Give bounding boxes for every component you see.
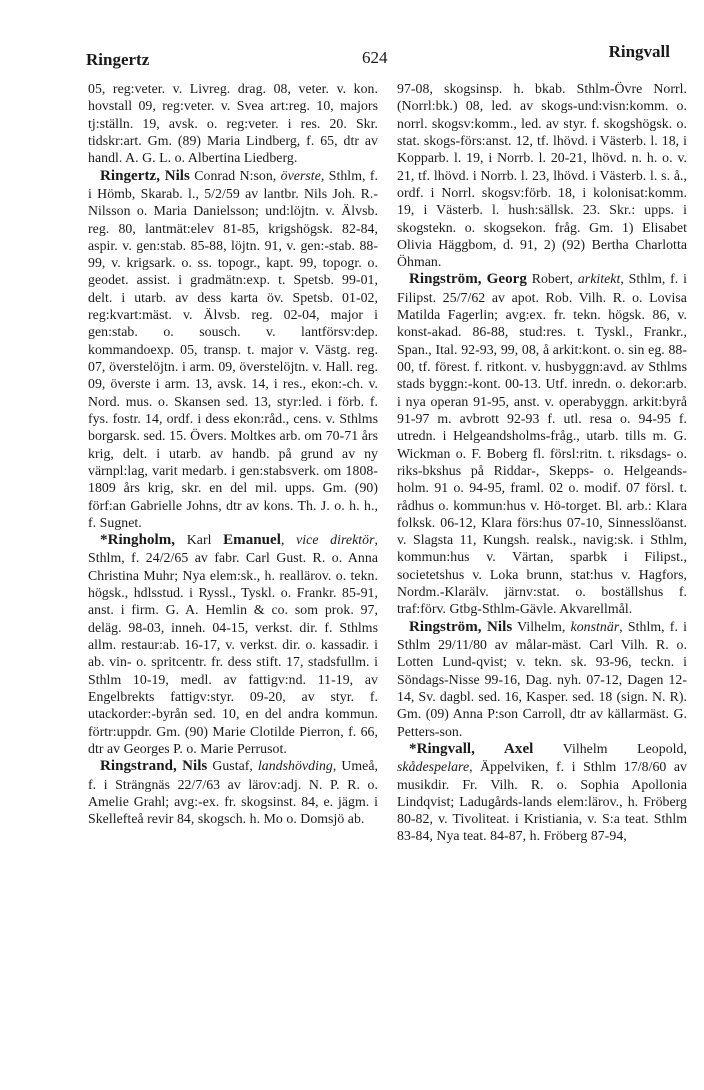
entry-continuation: 97-08, skogsinsp. h. bkab. Sthlm-Övre Norrl. (Norrl:bk.) 08, led. av skogs-und:visn:komm. o. norrl. skogsv:komm., led. av styr. f. skogshögsk. o. stat. skogs-förs:anst. 12, tf. lhövd. i Västerb. l. 18, i Kopparb. l. 19, i Norrb. l. 20-21, lhövd. n. h. o. v. 21, tf. lhövd. i Norrb. l. 23, lhövd. i Västerb. l. s. å., ordf. i Norrl. skogsv:förb. 18, i kolonisat:komm. 19, i Västerb. l. hush:sällsk. 23. Skr.: upps. i skogstekn. o. skogsekon. fråg. Gm. 1) Elisabet Olivia Häggbom, d. 91, 2) (92) Bertha Charlotta Öhman.: [397, 81, 687, 270]
entry-name: Ringvall, Axel: [416, 740, 534, 757]
entry-marker: *: [409, 740, 417, 757]
entry-ringholm-karl-emanuel: [88, 531, 378, 757]
entry-title: konstnär: [570, 618, 620, 634]
entry-ringstrom-nils: [397, 618, 687, 740]
entry-name: Ringström, Georg: [409, 271, 527, 288]
entry-given-names: Vilhelm,: [512, 618, 571, 634]
entry-text: , Sthlm, f. 24/2/65 av fabr. Carl Gust. R. o. Anna Christina Muhr; Nya elem:sk., h. reallärov. o. tekn. högsk., hdlsstud. i Ryssl., Tyskl. o. Frankr. 85-91, anst. i firm. G. A. Hemlin & co. som prok. 97, deläg. 98-03, inneh. 04-15, verkst. dir. f. Sthlms allm. restaur:ab. 16-17, v. verkst. dir. o. kassadir. i ab. vin- o. spritcentr. fr. dess stift. 17, stadsfullm. i Sthlm 10-19, medl. av fattigv:nd. 11-19, av Engelbrekts fattigv:styr. 09-20, av styr. f. utackorder:-byrån sed. 10, en del andra kommun. förtr:uppdr. Gm. (90) Marie Clotilde Pierron, f. 66, dtr av Georges P. o. Marie Perrusot.: [88, 532, 378, 756]
entry-name: Ringstrand, Nils: [100, 758, 208, 775]
entry-name: Ringholm,: [107, 532, 176, 549]
running-header: [86, 40, 670, 80]
entry-text: , Äppelviken, f. i Sthlm 17/8/60 av musikdir. Fr. Vilh. R. o. Sophia Apollonia Lindqvist; Ladugårds-lands elem:lärov., h. Fröberg 80-82, v. Tivoliteat. i Kristiania, v. S:a teat. Sthlm 83-84, Nya teat. 84-87, h. Fröberg 87-94,: [397, 759, 687, 844]
right-column: [397, 80, 687, 845]
entry-title: vice direktör: [296, 532, 375, 548]
page-number: 624: [362, 48, 388, 67]
entry-given-names: Vilhelm Leopold,: [533, 740, 687, 756]
entry-ringvall-axel: [397, 740, 687, 845]
entry-title: landshövding: [257, 758, 333, 774]
entry-given-names: Conrad N:son,: [189, 167, 281, 183]
entry-name: Ringertz, Nils: [100, 167, 190, 184]
entry-text: , Sthlm, f. i Sthlm 29/11/80 av målar-mäst. Carl Vilh. R. o. Lotten Lund-qvist; v. tekn. sk. 93-96, teckn. i Söndags-Nisse 99-16, Dag. nyh. 07-12, Dagen 12-14, Sv. dagbl. sed. 16, Kasper. sed. 18 (sign. N. R). Gm. (09) Anna P:son Carroll, dtr av källarmäst. G. Petters-son.: [397, 618, 687, 739]
entry-ringstrand-nils: [88, 757, 378, 827]
entry-marker: *: [100, 532, 108, 549]
entry-given-names: Karl: [175, 532, 224, 548]
entry-name-part: Emanuel: [223, 532, 281, 549]
entry-ringertz-nils: [88, 167, 378, 532]
entry-given-names: Robert,: [526, 271, 578, 287]
header-left-keyword: Ringertz: [86, 50, 150, 69]
entry-continuation: 05, reg:veter. v. Livreg. drag. 08, veter. v. kon. hovstall 09, reg:veter. v. Svea art:reg. 10, majors tj:ställn. 19, avsk. o. reg:veter. i res. 20. Skr. tidskr:art. Gm. (89) Maria Lindberg, f. 65, dtr av handl. A. G. L. o. Albertina Liedberg.: [88, 81, 378, 166]
header-right-keyword: Ringvall: [608, 42, 670, 61]
entry-title: arkitekt: [577, 271, 621, 287]
entry-text: , Umeå, f. i Strängnäs 22/7/63 av lärov:adj. N. P. R. o. Amelie Grahl; avg:-ex. fr. skogsinst. 84, e. jägm. i Skellefteå revir 84, skogsch. h. Mo o. Domsjö ab.: [88, 758, 378, 827]
entry-ringstrom-georg: [397, 270, 687, 617]
entry-name: Ringström, Nils: [409, 618, 513, 635]
left-column: [88, 80, 378, 827]
entry-title-separator: ,: [280, 532, 297, 548]
entry-title: överste: [280, 167, 321, 183]
entry-title: skådespelare: [397, 759, 470, 775]
entry-text: , Sthlm, f. i Hömb, Skarab. l., 5/2/59 av lantbr. Nils Joh. R.-Nilsson o. Maria Danielsson; und:löjtn. v. Älvsb. reg. 80, lantmät:elev 81-85, krigshögsk. 82-84, aspir. v. gen:stab. 85-88, löjtn. 91, v. gen:-stab. 88-99, v. krigsark. o. ss. topogr., kapt. 99, topogr. o. geodet. assist. i gradmätn:exp. t. Spetsb. 99-01, delt. i utarb. av dess karta öv. Spetsb. 01-02, reg:kvart:mäst. v. Älvsb. reg. 02-04, major i gen:stab. o. sousch. v. lantförsv:dep. kommandoexp. 05, transp. t. major v. Västg. reg. 07, överstelöjtn. i arm. 09, överstelöjtn. v. Hall. reg. 09, överste i arm. 13, avsk. 14, i res., ekon:-ch. v. Nord. mus. o. Skansen sed. 13, styr:led. i förb. f. fys. fostr. 14, ordf. i dess ekon:råd., cens. v. Sthlms borgarsk. sed. 15. Övers. Moltkes arb. om 70-71 års krig, delt. i utarb. av handb. på grund av ny värnpl:lag, varit medarb. i gen:stabsverk. om 1808-1809 års krig, skr. en del mil. upps. Gm. (90) förf:an Gabrielle Johns, dtr av kons. Th. J. o. h. h., f. Sugnet.: [88, 167, 378, 530]
entry-text: , Sthlm, f. i Filipst. 25/7/62 av apot. Rob. Vilh. R. o. Lovisa Matilda Fagerlin; avg:ex. fr. tekn. högsk. 86, v. konst-akad. 86-88, stud:res. t. Tyskl., Frankr., Span., Ital. 92-93, 99, 08, å arkit:kont. o. sin eg. 88-00, tf. förest. f. ritkont. v. husbyggn:avd. av Sthlms stads byggn:-kont. 00-13. Utf. inredn. o. dekor:arb. i nya operan 91-95, anst. v. operabyggn. arkit:byrå 91-97 m. avbrott 92-93 f. utl. resa o. 94-95 f. utredn. i Helgeandsholms-fråg., utarb. tills m. G. Wickman o. F. Boberg fl. försl:ritn. t. riksdags- o. riks-bkshus på Riddar-, Skepps- o. Helgeands-holm. 91 o. 94-95, framl. 02 o. modif. 07 försl. t. rådhus o. kommun:hus v. Hö-torget. Bl. arb.: Klara folksk. 06-12, Klara förs:hus 07-10, Sinnesslöanst. v. Slagsta 11, Kungsh. realsk., navig:sk. i Sthlm, kommun:hus v. Värtan, sparbk i Filipst., societetshus v. Loka brunn, stat:hus v. Hagfors, Nordm.-Klarälv. järnv:stat. o. boställshus f. traf:förv. Gtbg-Sthlm-Gävle. Akvarellmål.: [397, 271, 687, 617]
entry-given-names: Gustaf,: [207, 758, 258, 774]
